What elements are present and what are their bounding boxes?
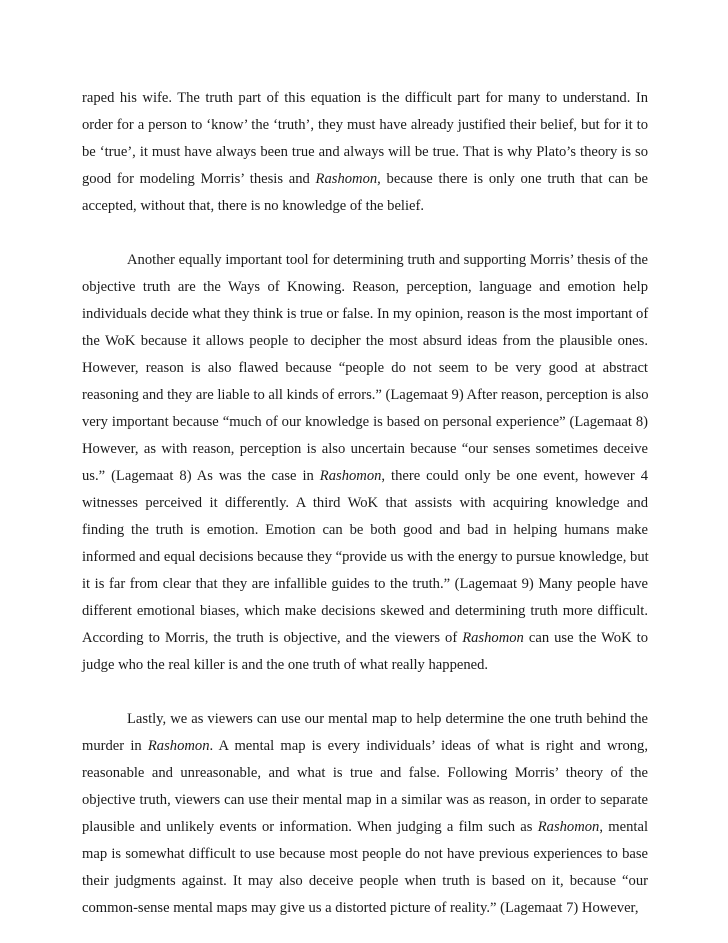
text-line	[82, 517, 648, 544]
text-segment: be ‘true’, it must have always been true and always will be true. That is why Plato’s theory is so	[82, 144, 648, 160]
text-line	[82, 355, 648, 382]
text-segment: , because there is only one truth that can be	[377, 171, 648, 187]
text-segment: different emotional biases, which make decisions skewed and determining truth more difficult.	[82, 603, 648, 619]
text-segment: order for a person to ‘know’ the ‘truth’, they must have already justified their belief, but for it to	[82, 117, 648, 133]
italic-title: Rashomon	[319, 468, 382, 484]
text-line	[82, 409, 648, 436]
text-line	[82, 760, 648, 787]
text-segment: it is far from clear that they are infallible guides to the truth.” (Lagemaat 9) Many people have	[82, 576, 648, 592]
text-line	[82, 625, 648, 652]
text-segment: us.” (Lagemaat 8) As was the case in	[82, 468, 320, 484]
text-line	[82, 841, 648, 868]
text-line	[82, 598, 648, 625]
text-line	[82, 814, 648, 841]
text-segment: reasonable and unreasonable, and what is true and false. Following Morris’ theory of the	[82, 765, 648, 781]
text-line	[82, 787, 648, 814]
text-segment: raped his wife. The truth part of this equation is the difficult part for many to understand. In	[82, 90, 648, 106]
italic-title: Rashomon	[537, 819, 600, 835]
text-segment: According to Morris, the truth is objective, and the viewers of	[82, 630, 463, 646]
text-segment: common-sense mental maps may give us a distorted picture of reality.” (Lagemaat 7) However,	[82, 900, 639, 916]
text-line	[82, 733, 648, 760]
text-segment: their judgments against. It may also deceive people when truth is based on it, because “our	[82, 873, 648, 889]
text-line	[82, 895, 648, 922]
text-line	[82, 544, 648, 571]
text-segment: , mental	[599, 819, 648, 835]
paragraph	[82, 85, 648, 220]
text-line	[82, 193, 648, 220]
text-segment: However, as with reason, perception is also uncertain because “our senses sometimes deceive	[82, 441, 648, 457]
italic-title: Rashomon	[462, 630, 524, 646]
text-line	[82, 652, 648, 679]
text-segment: witnesses perceived it differently. A third WoK that assists with acquiring knowledge and	[82, 495, 648, 511]
text-segment: the WoK because it allows people to decipher the most absurd ideas from the plausible ones.	[82, 333, 648, 349]
italic-title: Rashomon	[147, 738, 210, 754]
text-segment: , there could only be one event, however 4	[381, 468, 648, 484]
text-segment: individuals decide what they think is true or false. In my opinion, reason is the most important of	[82, 306, 649, 322]
paragraph	[82, 706, 648, 922]
text-line	[82, 436, 648, 463]
text-segment: Lastly, we as viewers can use our mental map to help determine the one truth behind the	[127, 711, 648, 727]
text-line	[82, 139, 648, 166]
document-body	[82, 85, 648, 922]
text-line	[82, 382, 648, 409]
text-segment: Another equally important tool for determining truth and supporting Morris’ thesis of the	[127, 252, 648, 268]
text-line	[82, 85, 648, 112]
text-segment: . A mental map is every individuals’ ideas of what is right and wrong,	[209, 738, 648, 754]
text-line	[82, 328, 648, 355]
text-line	[82, 274, 648, 301]
text-segment: However, reason is also flawed because “people do not seem to be very good at abstract	[82, 360, 648, 376]
text-line	[82, 247, 648, 274]
text-line	[82, 571, 648, 598]
text-line	[82, 490, 648, 517]
text-segment: murder in	[82, 738, 148, 754]
paragraph-spacer	[82, 679, 648, 706]
text-line	[82, 706, 648, 733]
text-line	[82, 868, 648, 895]
text-line	[82, 112, 648, 139]
italic-title: Rashomon	[315, 171, 378, 187]
text-line	[82, 166, 648, 193]
text-line	[82, 463, 648, 490]
text-segment: accepted, without that, there is no knowledge of the belief.	[82, 198, 425, 214]
text-segment: reasoning and they are liable to all kinds of errors.” (Lagemaat 9) After reason, perception is also	[82, 387, 649, 403]
text-segment: objective truth are the Ways of Knowing. Reason, perception, language and emotion help	[82, 279, 648, 295]
text-segment: informed and equal decisions because they “provide us with the energy to pursue knowledge, but	[82, 549, 649, 565]
text-segment: good for modeling Morris’ thesis and	[82, 171, 316, 187]
paragraph	[82, 247, 648, 679]
text-segment: objective truth, viewers can use their mental map in a similar was as reason, in order to separate	[82, 792, 648, 808]
text-segment: very important because “much of our knowledge is based on personal experience” (Lagemaat 8)	[82, 414, 648, 430]
text-line	[82, 301, 648, 328]
text-segment: plausible and unlikely events or information. When judging a film such as	[82, 819, 538, 835]
text-segment: map is somewhat difficult to use because most people do not have previous experiences to base	[82, 846, 648, 862]
text-segment: judge who the real killer is and the one truth of what really happened.	[82, 657, 489, 673]
paragraph-spacer	[82, 220, 648, 247]
text-segment: can use the WoK to	[523, 630, 648, 646]
text-segment: finding the truth is emotion. Emotion can be both good and bad in helping humans make	[82, 522, 648, 538]
